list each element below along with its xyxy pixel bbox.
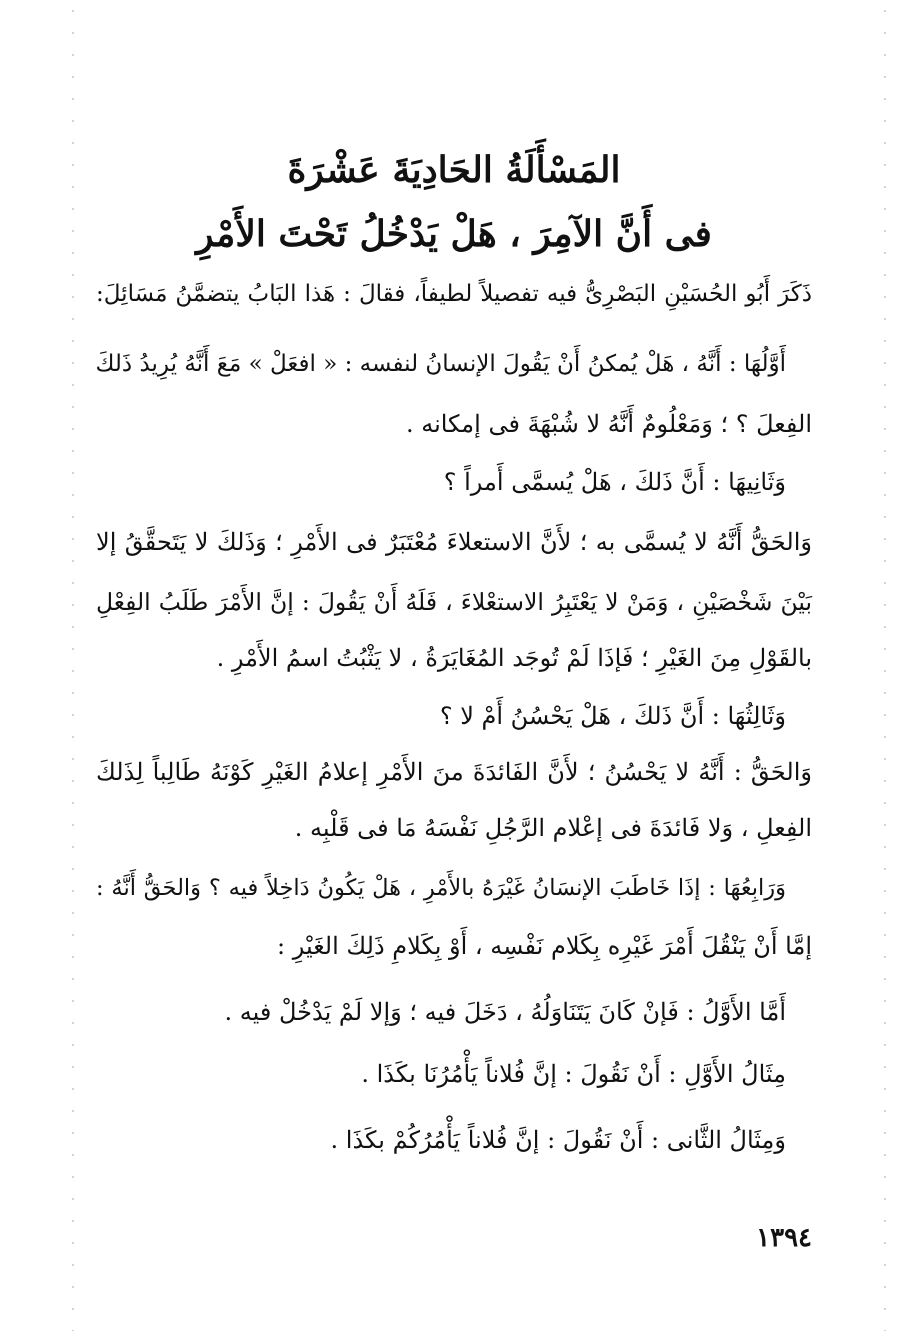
paragraph-line: وَالحَقُّ : أَنَّهُ لا يَحْسُنُ ؛ لأَنَّ الفَائدَةَ منَ الأَمْرِ إعلامُ الغَيْرِ كَوْنَهُ طَالِباً لِذَلكَ bbox=[96, 758, 812, 786]
paragraph-line: وَثَالِثُهَا : أَنَّ ذَلكَ ، هَلْ يَحْسُنُ أَمْ لا ؟ bbox=[439, 702, 786, 730]
paragraph-line: الفِعلِ ، وَلا فَائدَةَ فى إعْلام الرَّجُلِ نَفْسَهُ مَا فى قَلْبِه . bbox=[294, 814, 812, 842]
paragraph-line: الفِعلَ ؟ ؛ وَمَعْلُومٌ أَنَّهُ لا شُبْهَةَ فى إمكانه . bbox=[405, 410, 812, 438]
paragraph-line: ذَكَرَ أَبُو الحُسَيْنِ البَصْرِىُّ فيه تفصيلاً لطيفاً، فقالَ : هَذا البَابُ يتضمَّنُ مَسَائِلَ: bbox=[96, 281, 812, 307]
paragraph-line: بَيْنَ شَخْصَيْنِ ، وَمَنْ لا يَعْتَبِرُ الاستعْلاءَ ، فَلَهُ أَنْ يَقُولَ : إنَّ الأَمْرَ طَلَبُ الفِعْلِ bbox=[96, 588, 812, 616]
paragraph-line: وَثَانِيهَا : أَنَّ ذَلكَ ، هَلْ يُسمَّى أَمراً ؟ bbox=[443, 468, 786, 496]
paragraph-line: وَمِثَالُ الثَّانى : أَنْ نَقُولَ : إنَّ فُلاناً يَأْمُرُكُمْ بكَذَا . bbox=[330, 1126, 786, 1154]
scan-artifact-right bbox=[884, 0, 886, 1331]
page-number: ١٣٩٤ bbox=[756, 1223, 812, 1253]
paragraph-line: أَمَّا الأَوَّلُ : فَإنْ كَانَ يَتَنَاوَلُهُ ، دَخَلَ فيه ؛ وَإلا لَمْ يَدْخُلْ فيه . bbox=[224, 998, 786, 1026]
scan-artifact-left bbox=[72, 0, 74, 1331]
paragraph-line: بالقَوْلِ مِنَ الغَيْرِ ؛ فَإذَا لَمْ تُوجَد المُغَايَرَةُ ، لا يَثْبُتُ اسمُ الأَمْرِ . bbox=[216, 644, 812, 672]
paragraph-line: وَرَابِعُهَا : إذَا خَاطَبَ الإنسَانُ غَيْرَهُ بالأَمْرِ ، هَلْ يَكُونُ دَاخِلاً فيه ؟ وَالحَقُّ أَنَّهُ : bbox=[96, 875, 786, 901]
chapter-title: المَسْأَلَةُ الحَادِيَةَ عَشْرَةَ bbox=[287, 149, 621, 191]
chapter-subtitle: فى أَنَّ الآمِرَ ، هَلْ يَدْخُلُ تَحْتَ الأَمْرِ bbox=[196, 213, 712, 255]
paragraph-line: مِثَالُ الأَوَّلِ : أَنْ نَقُولَ : إنَّ فُلاناً يَأْمُرُنَا بكَذَا . bbox=[361, 1060, 786, 1088]
paragraph-line: أَوَّلُهَا : أَنَّهُ ، هَلْ يُمكنُ أَنْ يَقُولَ الإنسانُ لنفسه : « افعَلْ » مَعَ أَنَّهُ يُرِيدُ ذَلكَ bbox=[95, 351, 786, 377]
paragraph-line: وَالحَقُّ أَنَّهُ لا يُسمَّى به ؛ لأَنَّ الاستعلاءَ مُعْتَبَرٌ فى الأَمْرِ ؛ وَذَلكَ لا يَتَحقَّقُ إلا bbox=[96, 528, 812, 556]
paragraph-line: إمَّا أَنْ يَنْقُلَ أَمْرَ غَيْرِه بِكَلام نَفْسِه ، أَوْ بِكَلامِ ذَلِكَ الغَيْرِ : bbox=[277, 932, 812, 960]
